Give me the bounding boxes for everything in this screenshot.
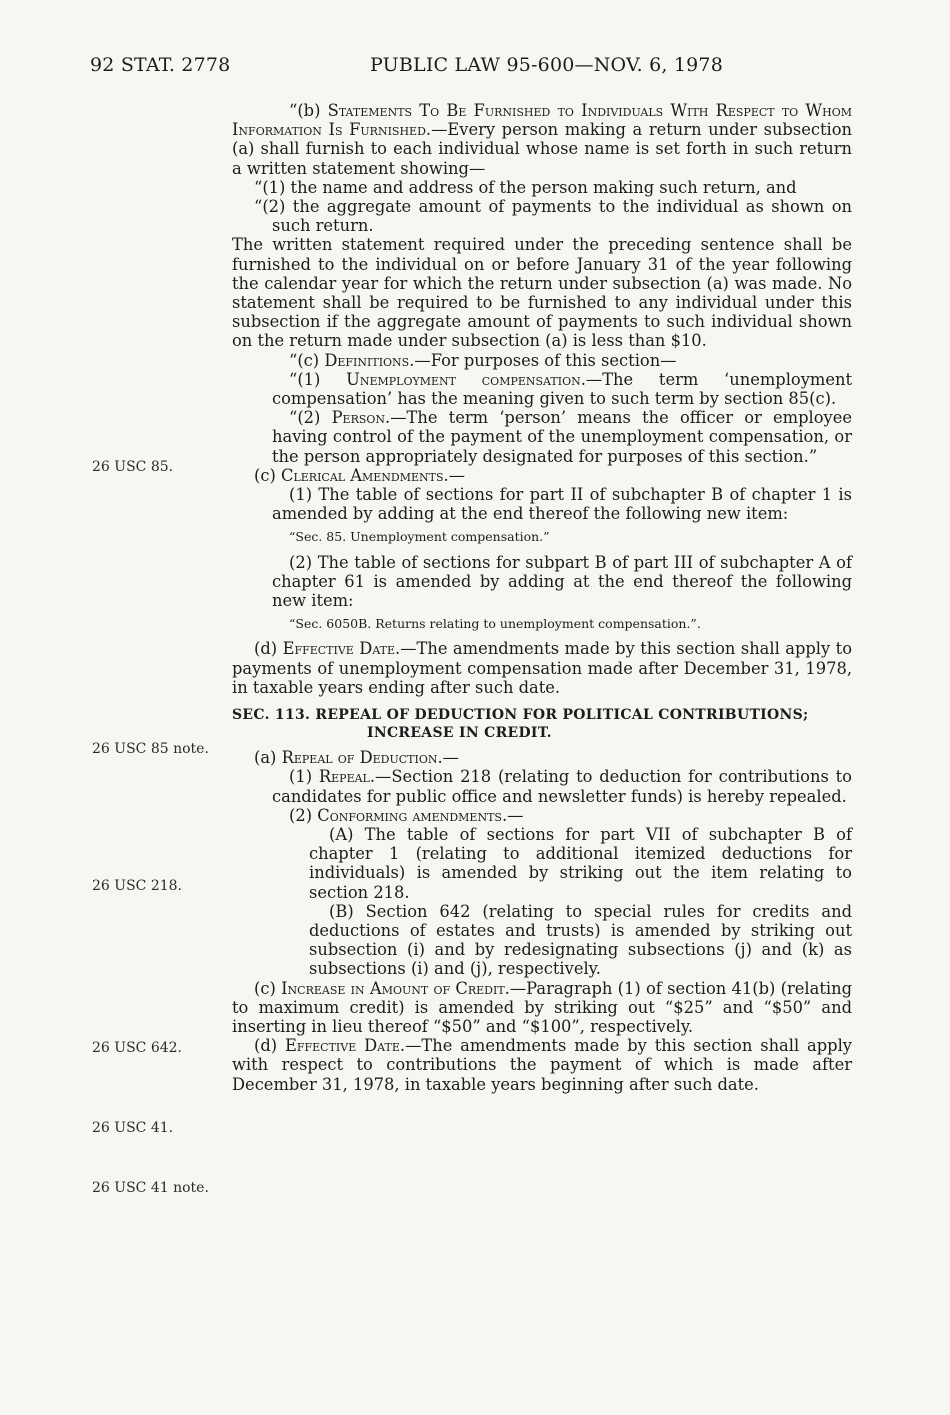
subsection-c-text: —For purposes of this section— (414, 350, 677, 370)
subsection-c-heading: Definitions. (324, 350, 415, 370)
subsection-b-text: —Every person making a return under subsection (a) shall furnish to each individual whose name is set forth in such return a written statement showing— (232, 120, 852, 178)
paragraph-b2: “(2) the aggregate amount of payments to the individual as shown on such return. (254, 197, 852, 236)
definition-1-text: —The term ‘unemployment compensation’ has the meaning given to such term by section 85(c). (272, 369, 853, 409)
increase-text: —Paragraph (1) of section 41(b) (relating to maximum credit) is amended by striking out “$25” and “$50” and inserting in lieu thereof “$50” and “$100”, respectively. (232, 978, 852, 1036)
repeal-number: (a) (254, 748, 282, 768)
law-title: PUBLIC LAW 95-600—NOV. 6, 1978 (370, 54, 723, 76)
effective-date-113-number: (d) (254, 1036, 285, 1056)
clerical-amendments (232, 466, 852, 485)
margin-note-usc-218: 26 USC 218. (92, 878, 182, 894)
conforming-dash: — (507, 805, 524, 825)
subsection-b (232, 101, 852, 178)
effective-date-sec-112 (232, 639, 852, 697)
conforming-subparagraph-a: (A) The table of sections for part VII of subchapter B of chapter 1 (relating to additional itemized deductions for individuals) is amended by striking out the item relating to section 218. (309, 824, 852, 902)
subsection-c-definitions (232, 351, 852, 370)
definition-1-number: “(1) (289, 369, 347, 389)
increase-number: (c) (254, 978, 282, 998)
definition-person (232, 408, 852, 466)
clerical-heading: Clerical Amendments. (281, 465, 449, 485)
new-table-item-sec-85: “Sec. 85. Unemployment compensation.” (289, 529, 550, 545)
margin-note-usc-41: 26 USC 41. (92, 1120, 174, 1136)
increase-heading: Increase in Amount of Credit. (281, 978, 510, 998)
conforming-number: (2) (289, 805, 318, 825)
conforming-amendments (232, 806, 852, 825)
margin-note-usc-85-note: 26 USC 85 note. (92, 741, 209, 757)
new-table-item-sec-6050b: “Sec. 6050B. Returns relating to unemployment compensation.”. (289, 616, 701, 632)
repeal-1-heading: Repeal. (318, 767, 376, 787)
definition-2-heading: Person. (331, 408, 391, 428)
effective-date-113-text: —The amendments made by this section shall apply with respect to contributions the payment of which is made after December 31, 1978, in taxable years beginning after such date. (232, 1036, 852, 1094)
repeal-heading: Repeal of Deduction. (281, 748, 443, 768)
section-113-heading (232, 706, 852, 742)
definition-unemployment-compensation (232, 370, 852, 408)
page-reference: 92 STAT. 2778 (90, 54, 231, 76)
clerical-paragraph-2: (2) The table of sections for subpart B of part III of subchapter A of chapter 61 is amended by adding at the end thereof the following new item: (272, 552, 852, 611)
clerical-paragraph-1: (1) The table of sections for part II of subchapter B of chapter 1 is amended by adding at the end thereof the following new item: (272, 485, 852, 524)
effective-date-113-heading: Effective Date. (285, 1036, 406, 1056)
repeal-paragraph-1 (232, 767, 852, 805)
definition-2-number: “(2) (289, 408, 332, 428)
effective-date-sec-113 (232, 1036, 852, 1094)
subsection-c-number: “(c) (289, 350, 325, 370)
definition-2-text: —The term ‘person’ means the officer or employee having control of the payment of the unemployment compensation, or the person appropriately designated for purposes of this section.” (272, 408, 852, 466)
repeal-1-number: (1) (289, 767, 319, 787)
repeal-of-deduction (232, 748, 852, 767)
clerical-dash: — (448, 465, 466, 485)
margin-note-usc-642: 26 USC 642. (92, 1040, 182, 1056)
statute-body (232, 101, 852, 1094)
conforming-heading: Conforming amendments. (317, 805, 508, 825)
clerical-number: (c) (254, 465, 281, 485)
definition-1-heading: Unemployment compensation. (346, 369, 586, 389)
effective-date-number: (d) (254, 639, 283, 659)
paragraph-b1: “(1) the name and address of the person making such return, and (254, 177, 797, 197)
margin-note-usc-85: 26 USC 85. (92, 459, 174, 475)
conforming-subparagraph-b: (B) Section 642 (relating to special rules for credits and deductions of estates and trusts) is amended by striking out subsection (i) and by redesignating subsections (j) and (k) as subsections (i) and (j), respectively. (309, 901, 852, 979)
section-113-title-line-2: INCREASE IN CREDIT. (367, 725, 552, 742)
margin-note-usc-41-note: 26 USC 41 note. (92, 1180, 209, 1196)
repeal-1-text: —Section 218 (relating to deduction for contributions to candidates for public office and newsletter funds) is hereby repealed. (272, 767, 852, 806)
effective-date-text: —The amendments made by this section shall apply to payments of unemployment compensation made after December 31, 1978, in taxable years ending after such date. (232, 639, 852, 697)
subsection-b-number: “(b) (289, 101, 328, 120)
increase-in-credit (232, 979, 852, 1037)
repeal-dash: — (442, 748, 459, 768)
subsection-b-flush-text: The written statement required under the preceding sentence shall be furnished to the individual on or before January 31 of the year following the calendar year for which the return under subsection (a) was made. No statement shall be required to be furnished to any individual under this subsection if the aggregate amount of payments to such individual shown on the return made under subsection (a) is less than $10. (232, 235, 852, 351)
effective-date-heading: Effective Date. (282, 639, 401, 659)
section-113-title-line-1: SEC. 113. REPEAL OF DEDUCTION FOR POLITICAL CONTRIBUTIONS; (232, 707, 809, 724)
subsection-b-heading: Statements To Be Furnished to Individuals With Respect to Whom Information Is Furnished. (232, 101, 852, 140)
